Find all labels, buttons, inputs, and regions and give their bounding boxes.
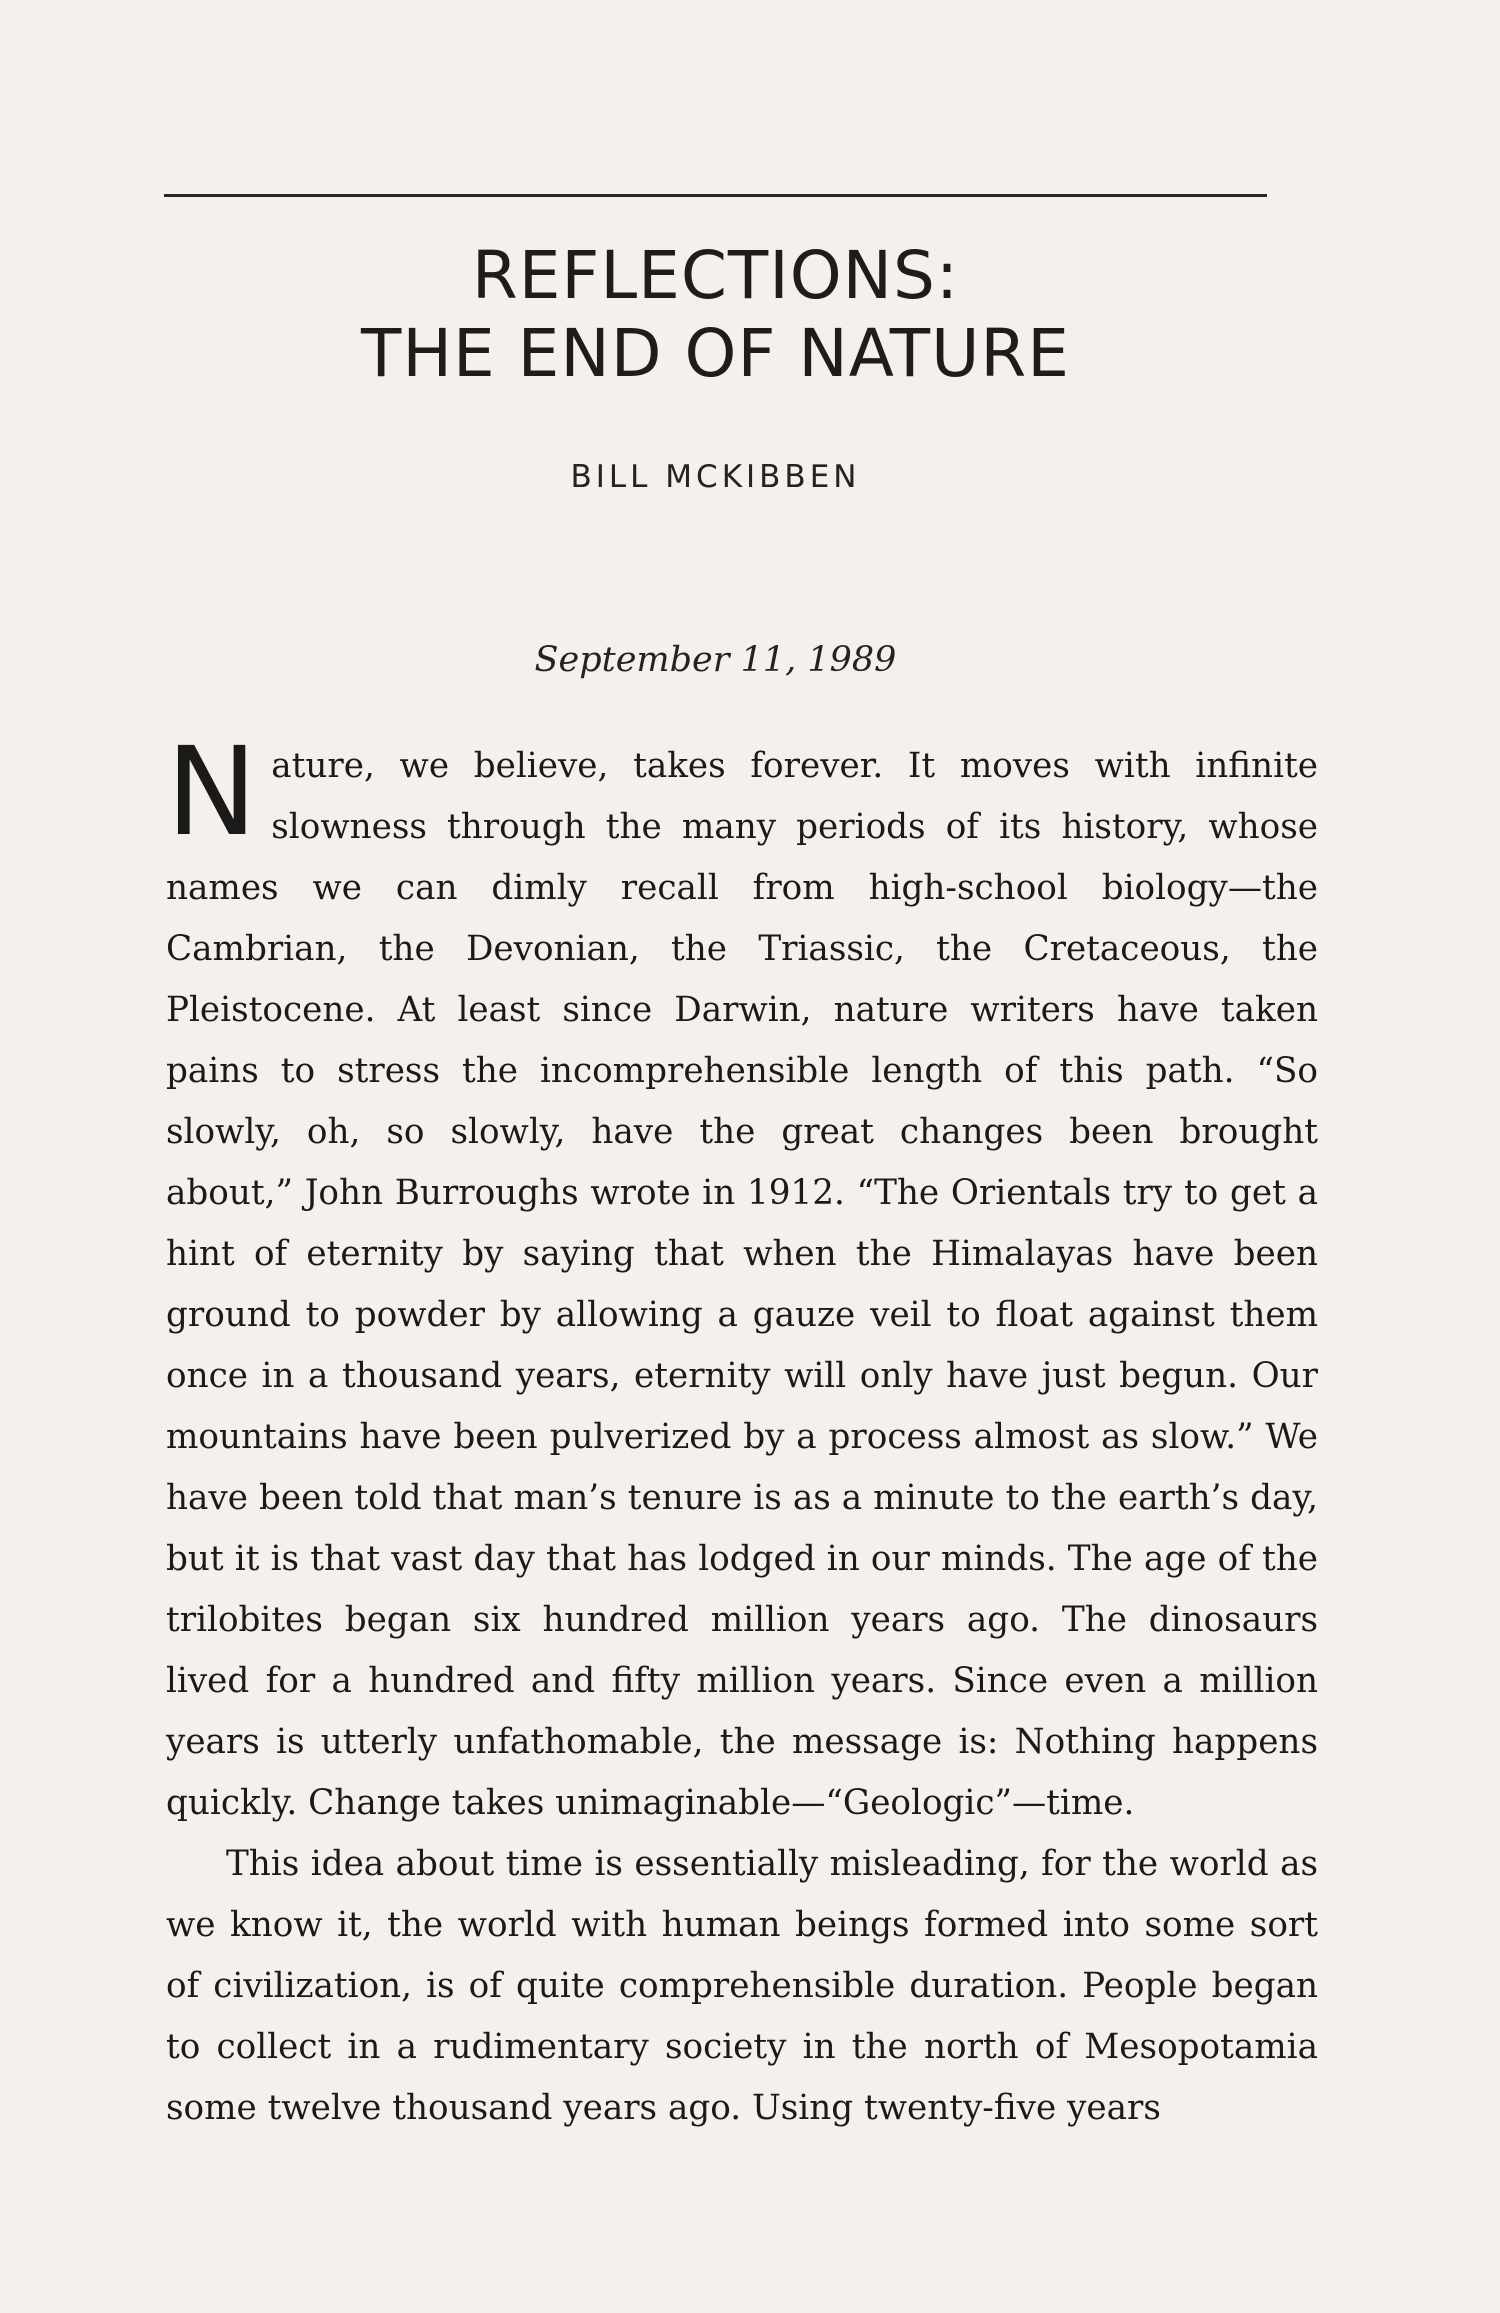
drop-cap: N bbox=[166, 721, 258, 863]
paragraph-1 bbox=[166, 721, 1318, 1834]
header-rule bbox=[164, 194, 1267, 197]
title-line-2: THE END OF NATURE bbox=[361, 315, 1070, 392]
paragraph-1-text: ature, we believe, takes forever. It moves with infinite slowness through the many periods of its history, whose names we can dimly recall from high-school biology—the Cambrian, the Devonian, the Triassic, the Cretaceous, the Pleistocene. At least since Darwin, nature writers have taken pains to stress the incomprehensible length of this path. “So slowly, oh, so slowly, have the great changes been brought about,” John Burroughs wrote in 1912. “The Orientals try to get a hint of eternity by saying that when the Himalayas have been ground to powder by allowing a gauze veil to float against them once in a thousand years, eternity will only have just begun. Our mountains have been pulverized by a process almost as slow.” We have been told that man’s tenure is as a minute to the earth’s day, but it is that vast day that has lodged in our minds. The age of the trilobites began six hundred million years ago. The dinosaurs lived for a hundred and fifty million years. Since even a million years is utterly unfathomable, the message is: Nothing happens quickly. Change takes unimaginable—“Geologic”—time. bbox=[166, 746, 1318, 1823]
title-line-1: REFLECTIONS: bbox=[471, 237, 960, 314]
author-name: BILL MCKIBBEN bbox=[570, 459, 861, 495]
paragraph-2: This idea about time is essentially misleading, for the world as we know it, the world with human beings formed into some sort of civilization, is of quite comprehensible duration. People began to collect in a rudimentary society in the north of Mesopotamia some twelve thousand years ago. Using twenty-five years bbox=[166, 1844, 1318, 2128]
article-date: September 11, 1989 bbox=[534, 640, 897, 680]
article-body bbox=[166, 721, 1318, 2139]
